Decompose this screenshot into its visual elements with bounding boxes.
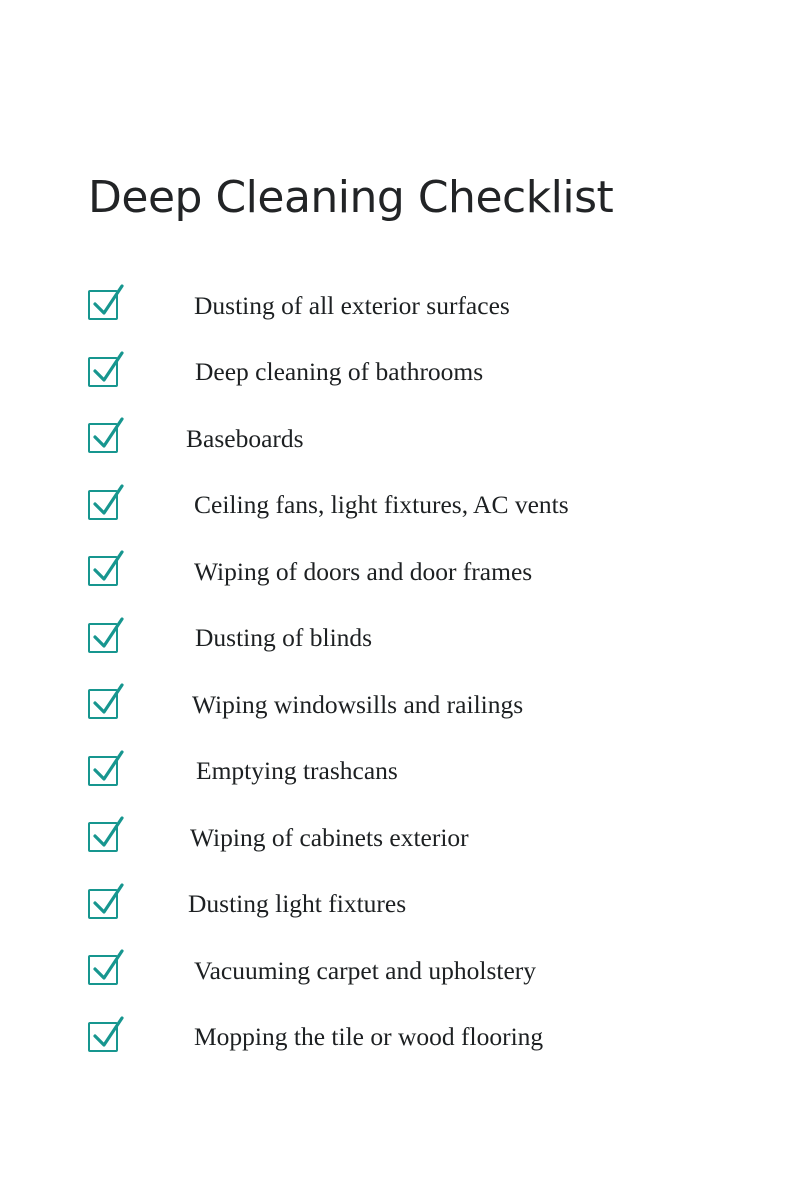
checkbox-8[interactable]: [88, 756, 118, 786]
checkbox-5[interactable]: [88, 556, 118, 586]
list-item[interactable]: [88, 605, 748, 672]
list-item[interactable]: [88, 472, 748, 539]
list-item-label: Ceiling fans, light fixtures, AC vents: [194, 490, 569, 519]
list-item[interactable]: [88, 339, 748, 406]
list-item[interactable]: [88, 1004, 748, 1071]
check-icon: [87, 748, 129, 790]
checklist-list: [88, 272, 748, 1070]
list-item-label: Wiping of cabinets exterior: [190, 822, 469, 852]
list-item[interactable]: [88, 671, 748, 738]
list-item-label: Vacuuming carpet and upholstery: [194, 955, 537, 985]
list-item-label: Baseboards: [186, 423, 304, 453]
checkbox-11[interactable]: [88, 955, 118, 985]
checkbox-1[interactable]: [88, 290, 118, 320]
list-item[interactable]: [88, 738, 748, 805]
checkbox-6[interactable]: [88, 623, 118, 653]
list-item-label: Mopping the tile or wood flooring: [194, 1022, 544, 1051]
checkbox-12[interactable]: [88, 1022, 118, 1052]
check-icon: [87, 947, 129, 989]
check-icon: [87, 482, 129, 524]
list-item-label: Emptying trashcans: [196, 756, 398, 785]
checkbox-7[interactable]: [88, 689, 118, 719]
check-icon: [87, 615, 129, 657]
checkbox-9[interactable]: [88, 822, 118, 852]
list-item-label: Dusting of all exterior surfaces: [194, 290, 510, 320]
check-icon: [87, 1014, 129, 1056]
list-item-label: Dusting light fixtures: [188, 889, 407, 918]
list-item-label: Deep cleaning of bathrooms: [195, 357, 484, 386]
list-item-label: Wiping windowsills and railings: [192, 689, 524, 719]
list-item-label: Dusting of blinds: [195, 623, 373, 652]
list-item-label: Wiping of doors and door frames: [194, 556, 533, 586]
list-item[interactable]: [88, 538, 748, 605]
check-icon: [87, 814, 129, 856]
check-icon: [87, 548, 129, 590]
check-icon: [87, 415, 129, 457]
list-item[interactable]: [88, 272, 748, 339]
checkbox-3[interactable]: [88, 423, 118, 453]
check-icon: [87, 881, 129, 923]
list-item[interactable]: [88, 871, 748, 938]
list-item[interactable]: [88, 804, 748, 871]
checkbox-10[interactable]: [88, 889, 118, 919]
checkbox-4[interactable]: [88, 490, 118, 520]
check-icon: [87, 349, 129, 391]
check-icon: [87, 282, 129, 324]
list-item[interactable]: [88, 937, 748, 1004]
checkbox-2[interactable]: [88, 357, 118, 387]
list-item[interactable]: [88, 405, 748, 472]
check-icon: [87, 681, 129, 723]
page-title: Deep Cleaning Checklist: [88, 172, 614, 224]
